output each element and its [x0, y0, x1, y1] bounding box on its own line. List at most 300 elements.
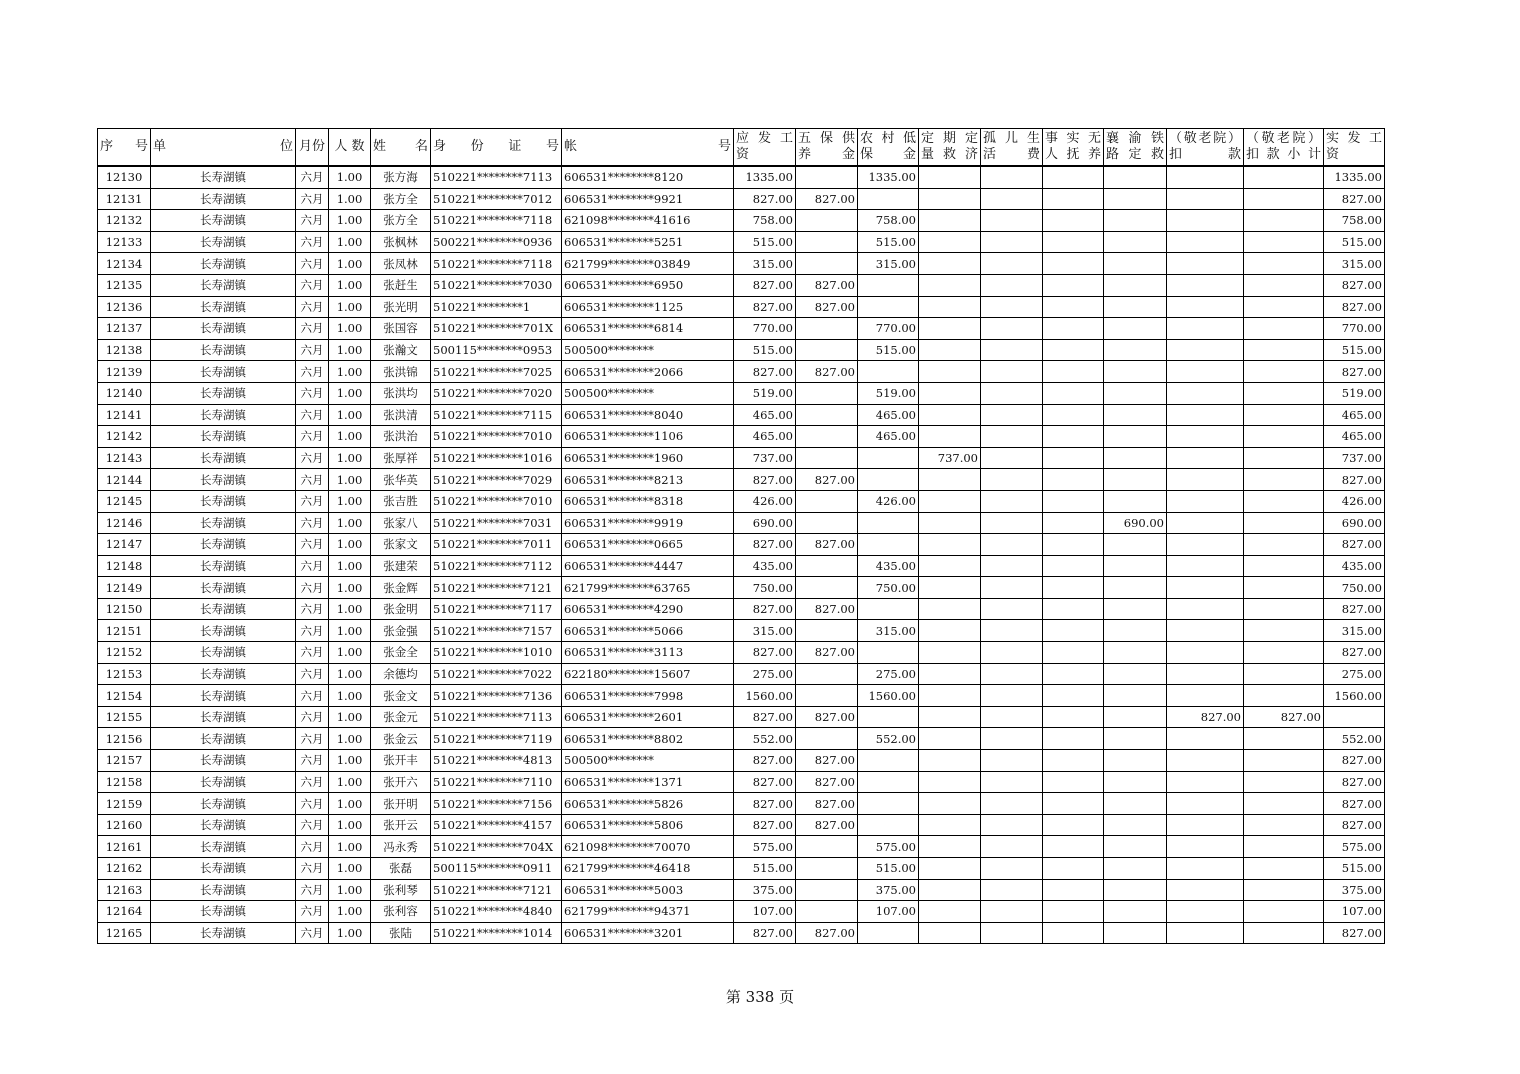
cell-count: 1.00: [329, 577, 371, 599]
cell-jinglao2: [1244, 555, 1324, 577]
cell-seq: 12146: [98, 512, 151, 534]
cell-account: 606531********9921: [562, 188, 734, 210]
cell-unit: 长寿湖镇: [151, 210, 296, 232]
cell-jinglao1: [1167, 879, 1244, 901]
table-row: [98, 922, 1385, 944]
cell-seq: 12162: [98, 858, 151, 880]
cell-id: 510221********7010: [431, 490, 562, 512]
cell-dingliang: [919, 210, 981, 232]
cell-xiangyu: [1104, 836, 1167, 858]
cell-shishi: [1043, 382, 1104, 404]
cell-count: 1.00: [329, 685, 371, 707]
cell-shishi: [1043, 253, 1104, 275]
cell-orphan: [981, 426, 1043, 448]
cell-jinglao1: [1167, 642, 1244, 664]
cell-id: 510221********7113: [431, 166, 562, 188]
table-row: [98, 858, 1385, 880]
cell-name: 张利琴: [371, 879, 431, 901]
cell-account: 606531********1106: [562, 426, 734, 448]
cell-unit: 长寿湖镇: [151, 166, 296, 188]
cell-name: 张利容: [371, 901, 431, 923]
cell-jinglao2: [1244, 836, 1324, 858]
cell-month: 六月: [296, 793, 329, 815]
cell-orphan: [981, 706, 1043, 728]
cell-jinglao1: [1167, 836, 1244, 858]
cell-jinglao2: [1244, 318, 1324, 340]
cell-count: 1.00: [329, 836, 371, 858]
table-row: [98, 620, 1385, 642]
cell-count: 1.00: [329, 210, 371, 232]
cell-jinglao2: [1244, 231, 1324, 253]
cell-jinglao1: [1167, 598, 1244, 620]
cell-payable: 465.00: [734, 426, 796, 448]
cell-dibao: 575.00: [858, 836, 919, 858]
cell-dibao: 315.00: [858, 253, 919, 275]
cell-shishi: [1043, 685, 1104, 707]
cell-id: 510221********4813: [431, 750, 562, 772]
cell-dibao: 515.00: [858, 858, 919, 880]
cell-month: 六月: [296, 534, 329, 556]
cell-month: 六月: [296, 620, 329, 642]
cell-payable: 435.00: [734, 555, 796, 577]
header-jinglao-subtotal: （敬老院） 扣 款 小 计: [1244, 129, 1324, 167]
cell-account: 606531********6814: [562, 318, 734, 340]
cell-wubao: 827.00: [796, 814, 858, 836]
cell-actual: 465.00: [1324, 404, 1385, 426]
cell-month: 六月: [296, 404, 329, 426]
table-row: [98, 642, 1385, 664]
cell-dingliang: [919, 793, 981, 815]
cell-dingliang: [919, 274, 981, 296]
cell-orphan: [981, 296, 1043, 318]
cell-dibao: 426.00: [858, 490, 919, 512]
table-row: [98, 253, 1385, 275]
cell-payable: 827.00: [734, 793, 796, 815]
cell-seq: 12156: [98, 728, 151, 750]
cell-account: 606531********6950: [562, 274, 734, 296]
cell-orphan: [981, 210, 1043, 232]
cell-actual: 827.00: [1324, 922, 1385, 944]
cell-account: 606531********7998: [562, 685, 734, 707]
cell-count: 1.00: [329, 728, 371, 750]
cell-jinglao1: [1167, 253, 1244, 275]
cell-unit: 长寿湖镇: [151, 620, 296, 642]
cell-count: 1.00: [329, 771, 371, 793]
cell-wubao: [796, 318, 858, 340]
cell-dingliang: [919, 750, 981, 772]
cell-shishi: [1043, 296, 1104, 318]
cell-orphan: [981, 922, 1043, 944]
cell-count: 1.00: [329, 318, 371, 340]
cell-unit: 长寿湖镇: [151, 339, 296, 361]
cell-dingliang: [919, 555, 981, 577]
cell-jinglao1: [1167, 793, 1244, 815]
cell-actual: 827.00: [1324, 469, 1385, 491]
cell-shishi: [1043, 188, 1104, 210]
cell-unit: 长寿湖镇: [151, 858, 296, 880]
table-row: [98, 706, 1385, 728]
cell-unit: 长寿湖镇: [151, 253, 296, 275]
cell-month: 六月: [296, 318, 329, 340]
table-row: [98, 728, 1385, 750]
cell-unit: 长寿湖镇: [151, 901, 296, 923]
table-header: [98, 129, 1385, 167]
cell-id: 510221********7020: [431, 382, 562, 404]
cell-actual: 827.00: [1324, 814, 1385, 836]
cell-orphan: [981, 231, 1043, 253]
cell-seq: 12155: [98, 706, 151, 728]
cell-count: 1.00: [329, 793, 371, 815]
cell-dibao: 758.00: [858, 210, 919, 232]
cell-payable: 827.00: [734, 750, 796, 772]
cell-id: 510221********7025: [431, 361, 562, 383]
cell-shishi: [1043, 231, 1104, 253]
cell-month: 六月: [296, 685, 329, 707]
cell-unit: 长寿湖镇: [151, 879, 296, 901]
cell-dingliang: [919, 922, 981, 944]
cell-jinglao2: [1244, 685, 1324, 707]
cell-id: 510221********7157: [431, 620, 562, 642]
cell-name: 张金明: [371, 598, 431, 620]
cell-orphan: [981, 577, 1043, 599]
cell-jinglao2: [1244, 858, 1324, 880]
cell-seq: 12153: [98, 663, 151, 685]
cell-actual: 515.00: [1324, 339, 1385, 361]
cell-unit: 长寿湖镇: [151, 814, 296, 836]
cell-xiangyu: [1104, 922, 1167, 944]
cell-seq: 12144: [98, 469, 151, 491]
cell-payable: 827.00: [734, 598, 796, 620]
cell-actual: 1560.00: [1324, 685, 1385, 707]
cell-account: 606531********2601: [562, 706, 734, 728]
cell-jinglao2: [1244, 339, 1324, 361]
cell-orphan: [981, 253, 1043, 275]
cell-wubao: [796, 404, 858, 426]
cell-orphan: [981, 339, 1043, 361]
cell-seq: 12148: [98, 555, 151, 577]
cell-shishi: [1043, 793, 1104, 815]
cell-name: 张瀚文: [371, 339, 431, 361]
cell-payable: 515.00: [734, 339, 796, 361]
cell-seq: 12137: [98, 318, 151, 340]
cell-wubao: 827.00: [796, 296, 858, 318]
cell-name: 张方全: [371, 188, 431, 210]
cell-wubao: [796, 231, 858, 253]
cell-seq: 12134: [98, 253, 151, 275]
cell-unit: 长寿湖镇: [151, 404, 296, 426]
cell-seq: 12145: [98, 490, 151, 512]
cell-wubao: [796, 339, 858, 361]
cell-account: 606531********1960: [562, 447, 734, 469]
cell-xiangyu: [1104, 490, 1167, 512]
cell-xiangyu: [1104, 685, 1167, 707]
cell-account: 606531********0665: [562, 534, 734, 556]
cell-id: 500115********0911: [431, 858, 562, 880]
cell-actual: 1335.00: [1324, 166, 1385, 188]
cell-name: 张洪均: [371, 382, 431, 404]
cell-seq: 12142: [98, 426, 151, 448]
cell-month: 六月: [296, 706, 329, 728]
cell-seq: 12160: [98, 814, 151, 836]
table-row: [98, 879, 1385, 901]
cell-count: 1.00: [329, 750, 371, 772]
cell-dibao: 519.00: [858, 382, 919, 404]
cell-id: 510221********7117: [431, 598, 562, 620]
cell-account: 606531********1371: [562, 771, 734, 793]
cell-month: 六月: [296, 361, 329, 383]
cell-unit: 长寿湖镇: [151, 426, 296, 448]
cell-jinglao2: [1244, 922, 1324, 944]
cell-id: 510221********7119: [431, 728, 562, 750]
cell-dingliang: [919, 577, 981, 599]
cell-id: 510221********7121: [431, 577, 562, 599]
cell-payable: 275.00: [734, 663, 796, 685]
cell-dingliang: [919, 685, 981, 707]
cell-name: 张枫林: [371, 231, 431, 253]
header-payable: 应 发 工 资: [734, 129, 796, 167]
cell-shishi: [1043, 318, 1104, 340]
cell-jinglao2: [1244, 750, 1324, 772]
cell-account: 606531********2066: [562, 361, 734, 383]
cell-unit: 长寿湖镇: [151, 555, 296, 577]
cell-seq: 12152: [98, 642, 151, 664]
cell-dibao: [858, 771, 919, 793]
cell-jinglao1: [1167, 663, 1244, 685]
cell-account: 606531********1125: [562, 296, 734, 318]
cell-actual: 575.00: [1324, 836, 1385, 858]
cell-dingliang: [919, 706, 981, 728]
cell-month: 六月: [296, 577, 329, 599]
cell-dibao: 1335.00: [858, 166, 919, 188]
cell-shishi: [1043, 771, 1104, 793]
cell-id: 510221********7156: [431, 793, 562, 815]
cell-xiangyu: [1104, 469, 1167, 491]
cell-dingliang: [919, 728, 981, 750]
cell-id: 510221********1014: [431, 922, 562, 944]
cell-payable: 315.00: [734, 620, 796, 642]
cell-jinglao2: [1244, 296, 1324, 318]
cell-month: 六月: [296, 814, 329, 836]
cell-jinglao1: [1167, 577, 1244, 599]
cell-month: 六月: [296, 858, 329, 880]
cell-dibao: 375.00: [858, 879, 919, 901]
cell-count: 1.00: [329, 339, 371, 361]
cell-jinglao1: [1167, 318, 1244, 340]
cell-shishi: [1043, 447, 1104, 469]
cell-seq: 12163: [98, 879, 151, 901]
cell-wubao: [796, 577, 858, 599]
cell-orphan: [981, 361, 1043, 383]
cell-jinglao1: [1167, 210, 1244, 232]
cell-shishi: [1043, 339, 1104, 361]
cell-wubao: 827.00: [796, 642, 858, 664]
cell-jinglao2: [1244, 620, 1324, 642]
cell-orphan: [981, 663, 1043, 685]
cell-id: 510221********7121: [431, 879, 562, 901]
cell-account: 606531********8802: [562, 728, 734, 750]
cell-dibao: 435.00: [858, 555, 919, 577]
cell-jinglao2: [1244, 253, 1324, 275]
cell-account: 606531********5066: [562, 620, 734, 642]
cell-jinglao2: [1244, 188, 1324, 210]
cell-id: 510221********1: [431, 296, 562, 318]
cell-actual: 770.00: [1324, 318, 1385, 340]
cell-xiangyu: [1104, 339, 1167, 361]
cell-actual: 519.00: [1324, 382, 1385, 404]
cell-jinglao2: [1244, 879, 1324, 901]
cell-payable: 827.00: [734, 534, 796, 556]
cell-wubao: [796, 836, 858, 858]
cell-seq: 12151: [98, 620, 151, 642]
cell-wubao: 827.00: [796, 188, 858, 210]
cell-month: 六月: [296, 253, 329, 275]
cell-jinglao1: [1167, 188, 1244, 210]
header-month: 月份: [296, 129, 329, 167]
cell-count: 1.00: [329, 555, 371, 577]
cell-xiangyu: [1104, 728, 1167, 750]
header-xiangyu: 襄 渝 铁 路 定 救: [1104, 129, 1167, 167]
cell-shishi: [1043, 922, 1104, 944]
cell-month: 六月: [296, 512, 329, 534]
cell-dibao: [858, 793, 919, 815]
cell-unit: 长寿湖镇: [151, 771, 296, 793]
cell-wubao: [796, 685, 858, 707]
cell-name: 张开云: [371, 814, 431, 836]
cell-actual: 750.00: [1324, 577, 1385, 599]
cell-unit: 长寿湖镇: [151, 361, 296, 383]
cell-xiangyu: [1104, 404, 1167, 426]
cell-id: 510221********1016: [431, 447, 562, 469]
cell-wubao: 827.00: [796, 274, 858, 296]
cell-xiangyu: [1104, 771, 1167, 793]
cell-orphan: [981, 534, 1043, 556]
cell-jinglao1: [1167, 814, 1244, 836]
cell-dingliang: [919, 814, 981, 836]
cell-payable: 758.00: [734, 210, 796, 232]
cell-payable: 107.00: [734, 901, 796, 923]
cell-name: 张厚祥: [371, 447, 431, 469]
cell-shishi: [1043, 620, 1104, 642]
cell-name: 张华英: [371, 469, 431, 491]
cell-wubao: [796, 490, 858, 512]
cell-dibao: 465.00: [858, 426, 919, 448]
cell-actual: 375.00: [1324, 879, 1385, 901]
cell-actual: 827.00: [1324, 274, 1385, 296]
cell-dingliang: [919, 253, 981, 275]
cell-id: 510221********704X: [431, 836, 562, 858]
cell-account: 606531********8040: [562, 404, 734, 426]
cell-dingliang: [919, 296, 981, 318]
cell-unit: 长寿湖镇: [151, 447, 296, 469]
cell-shishi: [1043, 642, 1104, 664]
cell-count: 1.00: [329, 231, 371, 253]
cell-jinglao2: [1244, 771, 1324, 793]
cell-unit: 长寿湖镇: [151, 274, 296, 296]
cell-account: 621799********03849: [562, 253, 734, 275]
cell-actual: 552.00: [1324, 728, 1385, 750]
cell-dingliang: [919, 620, 981, 642]
table-row: [98, 750, 1385, 772]
cell-name: 张吉胜: [371, 490, 431, 512]
cell-dibao: 750.00: [858, 577, 919, 599]
cell-account: 621098********70070: [562, 836, 734, 858]
cell-wubao: 827.00: [796, 750, 858, 772]
cell-month: 六月: [296, 469, 329, 491]
table-row: [98, 274, 1385, 296]
cell-jinglao2: [1244, 404, 1324, 426]
table-row: [98, 555, 1385, 577]
cell-actual: 515.00: [1324, 231, 1385, 253]
cell-count: 1.00: [329, 858, 371, 880]
cell-orphan: [981, 404, 1043, 426]
cell-dibao: 770.00: [858, 318, 919, 340]
cell-payable: 515.00: [734, 231, 796, 253]
cell-wubao: 827.00: [796, 598, 858, 620]
cell-dibao: 515.00: [858, 339, 919, 361]
cell-id: 510221********4840: [431, 901, 562, 923]
cell-jinglao1: [1167, 426, 1244, 448]
cell-month: 六月: [296, 901, 329, 923]
table-row: [98, 382, 1385, 404]
cell-orphan: [981, 188, 1043, 210]
table-row: [98, 793, 1385, 815]
cell-payable: 827.00: [734, 771, 796, 793]
cell-account: 621799********63765: [562, 577, 734, 599]
cell-payable: 552.00: [734, 728, 796, 750]
cell-wubao: 827.00: [796, 771, 858, 793]
cell-dingliang: [919, 188, 981, 210]
cell-orphan: [981, 728, 1043, 750]
cell-count: 1.00: [329, 922, 371, 944]
cell-dingliang: [919, 166, 981, 188]
cell-dibao: 275.00: [858, 663, 919, 685]
cell-xiangyu: [1104, 620, 1167, 642]
cell-orphan: [981, 858, 1043, 880]
cell-orphan: [981, 901, 1043, 923]
cell-seq: 12143: [98, 447, 151, 469]
cell-id: 500221********0936: [431, 231, 562, 253]
cell-name: 张方海: [371, 166, 431, 188]
cell-month: 六月: [296, 728, 329, 750]
cell-xiangyu: [1104, 447, 1167, 469]
cell-jinglao2: [1244, 426, 1324, 448]
cell-payable: 515.00: [734, 858, 796, 880]
cell-jinglao2: [1244, 793, 1324, 815]
cell-orphan: [981, 318, 1043, 340]
cell-xiangyu: [1104, 274, 1167, 296]
cell-actual: 827.00: [1324, 750, 1385, 772]
table-body: [98, 166, 1385, 944]
cell-count: 1.00: [329, 879, 371, 901]
cell-actual: 827.00: [1324, 361, 1385, 383]
cell-account: 606531********5251: [562, 231, 734, 253]
cell-jinglao1: 827.00: [1167, 706, 1244, 728]
cell-orphan: [981, 166, 1043, 188]
cell-dibao: [858, 598, 919, 620]
cell-month: 六月: [296, 879, 329, 901]
cell-account: 606531********8120: [562, 166, 734, 188]
cell-orphan: [981, 382, 1043, 404]
table-row: [98, 339, 1385, 361]
cell-jinglao1: [1167, 490, 1244, 512]
cell-xiangyu: [1104, 188, 1167, 210]
cell-payable: 1335.00: [734, 166, 796, 188]
cell-jinglao1: [1167, 274, 1244, 296]
cell-unit: 长寿湖镇: [151, 188, 296, 210]
cell-account: 606531********4447: [562, 555, 734, 577]
cell-orphan: [981, 814, 1043, 836]
cell-count: 1.00: [329, 166, 371, 188]
